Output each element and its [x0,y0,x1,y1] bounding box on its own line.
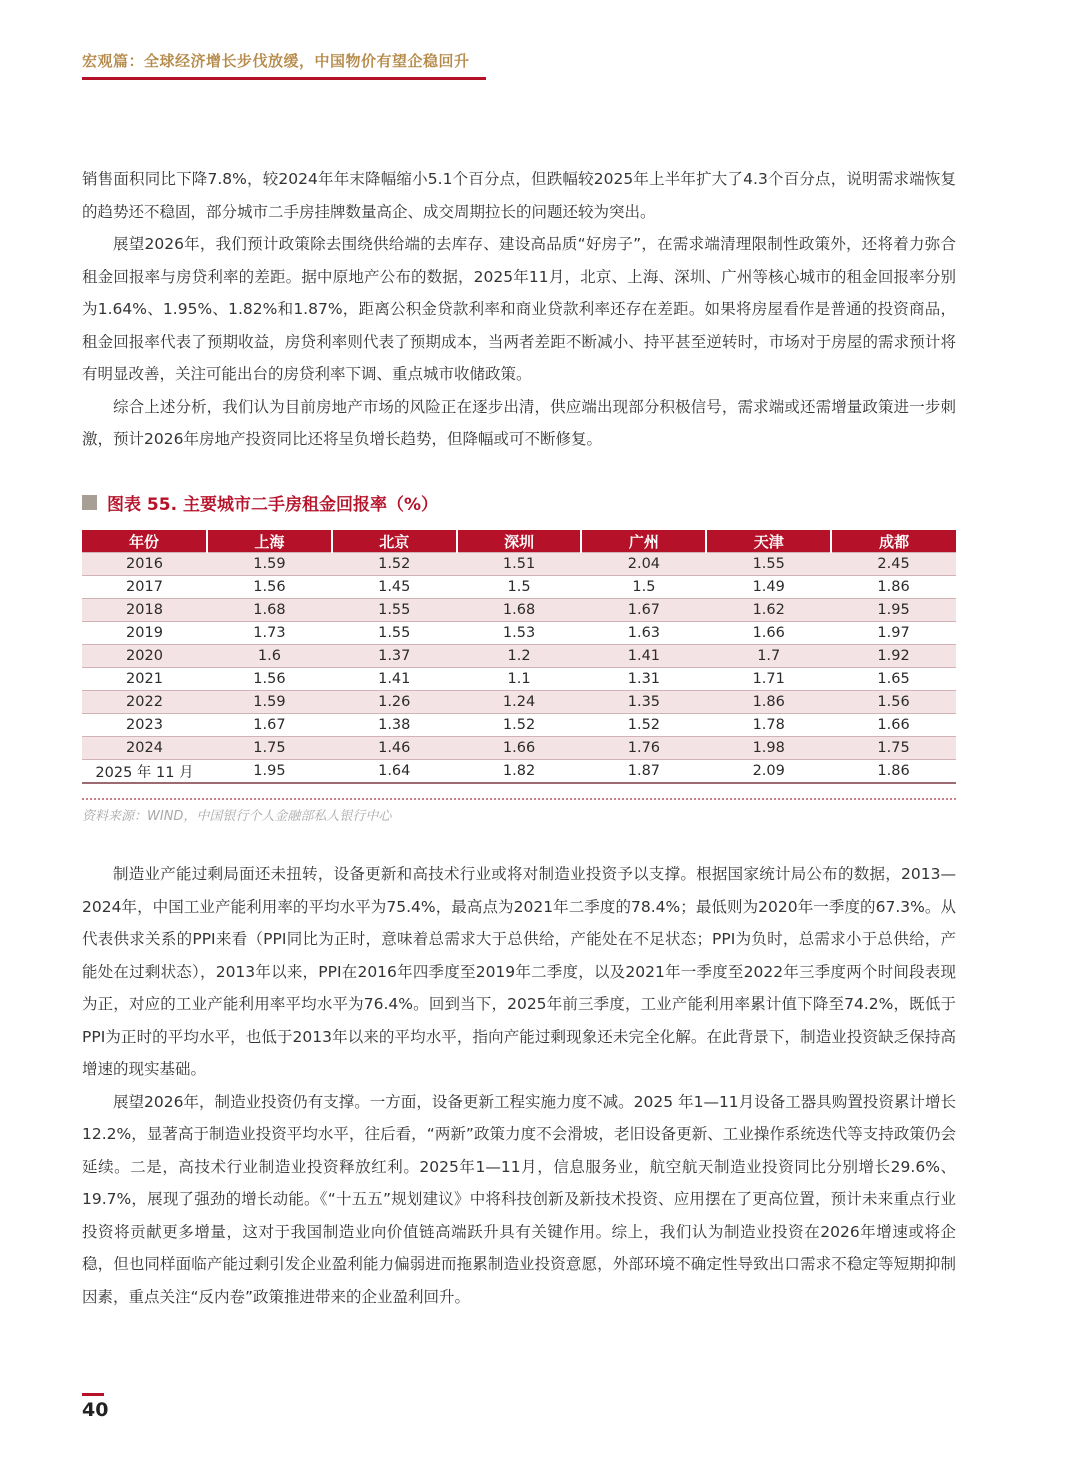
value-cell: 1.92 [831,645,956,668]
value-cell: 1.38 [332,714,457,737]
value-cell: 1.98 [706,737,831,760]
value-cell: 1.52 [332,553,457,576]
value-cell: 1.5 [581,576,706,599]
value-cell: 1.68 [207,599,332,622]
table-row [82,668,956,691]
table-row [82,714,956,737]
value-cell: 1.82 [457,760,582,784]
value-cell: 1.5 [457,576,582,599]
table-row [82,576,956,599]
year-cell: 2024 [82,737,207,760]
running-header: 宏观篇：全球经济增长步伐放缓，中国物价有望企稳回升 [82,52,470,70]
value-cell: 2.45 [831,553,956,576]
value-cell: 1.55 [706,553,831,576]
table-row [82,737,956,760]
value-cell: 1.41 [332,668,457,691]
column-header: 上海 [207,530,332,553]
column-header: 广州 [581,530,706,553]
value-cell: 1.46 [332,737,457,760]
value-cell: 1.31 [581,668,706,691]
year-cell: 2022 [82,691,207,714]
value-cell: 1.86 [706,691,831,714]
value-cell: 1.62 [706,599,831,622]
value-cell: 1.75 [831,737,956,760]
value-cell: 1.66 [831,714,956,737]
year-cell: 2016 [82,553,207,576]
table-row [82,645,956,668]
value-cell: 1.59 [207,553,332,576]
column-header: 天津 [706,530,831,553]
value-cell: 1.52 [581,714,706,737]
value-cell: 1.41 [581,645,706,668]
value-cell: 1.35 [581,691,706,714]
year-cell: 2023 [82,714,207,737]
value-cell: 1.64 [332,760,457,784]
column-header: 年份 [82,530,207,553]
value-cell: 1.86 [831,760,956,784]
value-cell: 1.78 [706,714,831,737]
value-cell: 1.45 [332,576,457,599]
value-cell: 1.24 [457,691,582,714]
figure-title-text: 图表 55. 主要城市二手房租金回报率（%） [107,495,438,515]
value-cell: 1.71 [706,668,831,691]
paragraph: 综合上述分析，我们认为目前房地产市场的风险正在逐步出清，供应端出现部分积极信号，需求端或还需增量政策进一步刺激，预计2026年房地产投资同比还将呈负增长趋势，但降幅或可不断修复。 [82,397,956,448]
value-cell: 1.75 [207,737,332,760]
table-row [82,553,956,576]
table-row [82,760,956,784]
value-cell: 1.63 [581,622,706,645]
column-header: 北京 [332,530,457,553]
paragraph: 展望2026年，我们预计政策除去围绕供给端的去库存、建设高品质“好房子”，在需求端清理限制性政策外，还将着力弥合租金回报率与房贷利率的差距。据中原地产公布的数据，2025年11月，北京、上海、深圳、广州等核心城市的租金回报率分别为1.64%、1.95%、1.82%和1.87%，距离公积金贷款利率和商业贷款利率还存在差距。如果将房屋看作是普通的投资商品，租金回报率代表了预期收益，房贷利率则代表了预期成本，当两者差距不断减小、持平甚至逆转时，市场对于房屋的需求预计将有明显改善，关注可能出台的房贷利率下调、重点城市收储政策。 [82,235,956,383]
value-cell: 1.95 [207,760,332,784]
table-row [82,622,956,645]
value-cell: 1.51 [457,553,582,576]
table-header-row [82,530,956,553]
value-cell: 1.55 [332,599,457,622]
value-cell: 2.04 [581,553,706,576]
year-cell: 2025 年 11 月 [82,760,207,784]
value-cell: 1.68 [457,599,582,622]
year-cell: 2019 [82,622,207,645]
value-cell: 1.56 [207,576,332,599]
footer-rule [82,1393,104,1396]
paragraph: 销售面积同比下降7.8%，较2024年年末降幅缩小5.1个百分点，但跌幅较2025年上半年扩大了4.3个百分点，说明需求端恢复的趋势还不稳固，部分城市二手房挂牌数量高企、成交周期拉长的问题还较为突出。 [82,170,956,221]
value-cell: 1.97 [831,622,956,645]
year-cell: 2020 [82,645,207,668]
value-cell: 1.76 [581,737,706,760]
value-cell: 1.2 [457,645,582,668]
year-cell: 2017 [82,576,207,599]
year-cell: 2021 [82,668,207,691]
column-header: 深圳 [457,530,582,553]
value-cell: 1.73 [207,622,332,645]
paragraph: 展望2026年，制造业投资仍有支撑。一方面，设备更新工程实施力度不减。2025 年1—11月设备工器具购置投资累计增长12.2%，显著高于制造业投资平均水平，往后看，“两新”政策力度不会滑坡，老旧设备更新、工业操作系统迭代等支持政策仍会延续。二是，高技术行业制造业投资释放红利。2025年1—11月，信息服务业，航空航天制造业投资同比分别增长29.6%、19.7%，展现了强劲的增长动能。《“十五五”规划建议》中将科技创新及新技术投资、应用摆在了更高位置，预计未来重点行业投资将贡献更多增量，这对于我国制造业向价值链高端跃升具有关键作用。综上，我们认为制造业投资在2026年增速或将企稳，但也同样面临产能过剩引发企业盈利能力偏弱进而拖累制造业投资意愿，外部环境不确定性导致出口需求不稳定等短期抑制因素，重点关注“反内卷”政策推进带来的企业盈利回升。 [82,1092,956,1306]
value-cell: 1.49 [706,576,831,599]
value-cell: 1.87 [581,760,706,784]
value-cell: 1.59 [207,691,332,714]
table-row [82,691,956,714]
value-cell: 1.6 [207,645,332,668]
value-cell: 1.67 [207,714,332,737]
value-cell: 1.56 [831,691,956,714]
value-cell: 1.53 [457,622,582,645]
column-header: 成都 [831,530,956,553]
value-cell: 1.37 [332,645,457,668]
body-text-bottom [82,858,956,1313]
figure-marker-icon [82,495,97,510]
body-text-top [82,163,956,456]
value-cell: 1.67 [581,599,706,622]
page-number: 40 [82,1399,109,1421]
table-row [82,599,956,622]
header-rule [82,77,486,80]
value-cell: 1.66 [706,622,831,645]
paragraph: 制造业产能过剩局面还未扭转，设备更新和高技术行业或将对制造业投资予以支撑。根据国家统计局公布的数据，2013—2024年，中国工业产能利用率的平均水平为75.4%，最高点为2021年二季度的78.4%；最低则为2020年一季度的67.3%。从代表供求关系的PPI来看（PPI同比为正时，意味着总需求大于总供给，产能处在不足状态；PPI为负时，总需求小于总供给，产能处在过剩状态），2013年以来，PPI在2016年四季度至2019年二季度，以及2021年一季度至2022年三季度两个时间段表现为正，对应的工业产能利用率平均水平为76.4%。回到当下，2025年前三季度，工业产能利用率累计值下降至74.2%，既低于PPI为正时的平均水平，也低于2013年以来的平均水平，指向产能过剩现象还未完全化解。在此背景下，制造业投资缺乏保持高增速的现实基础。 [82,865,956,1078]
value-cell: 1.65 [831,668,956,691]
table-divider [82,798,956,800]
value-cell: 1.26 [332,691,457,714]
rental-yield-table [82,530,956,784]
value-cell: 1.1 [457,668,582,691]
value-cell: 1.86 [831,576,956,599]
value-cell: 1.66 [457,737,582,760]
value-cell: 1.52 [457,714,582,737]
value-cell: 1.7 [706,645,831,668]
value-cell: 1.95 [831,599,956,622]
value-cell: 1.55 [332,622,457,645]
source-note: 资料来源：WIND，中国银行个人金融部私人银行中心 [82,809,392,824]
value-cell: 2.09 [706,760,831,784]
year-cell: 2018 [82,599,207,622]
value-cell: 1.56 [207,668,332,691]
figure-title [82,490,438,515]
